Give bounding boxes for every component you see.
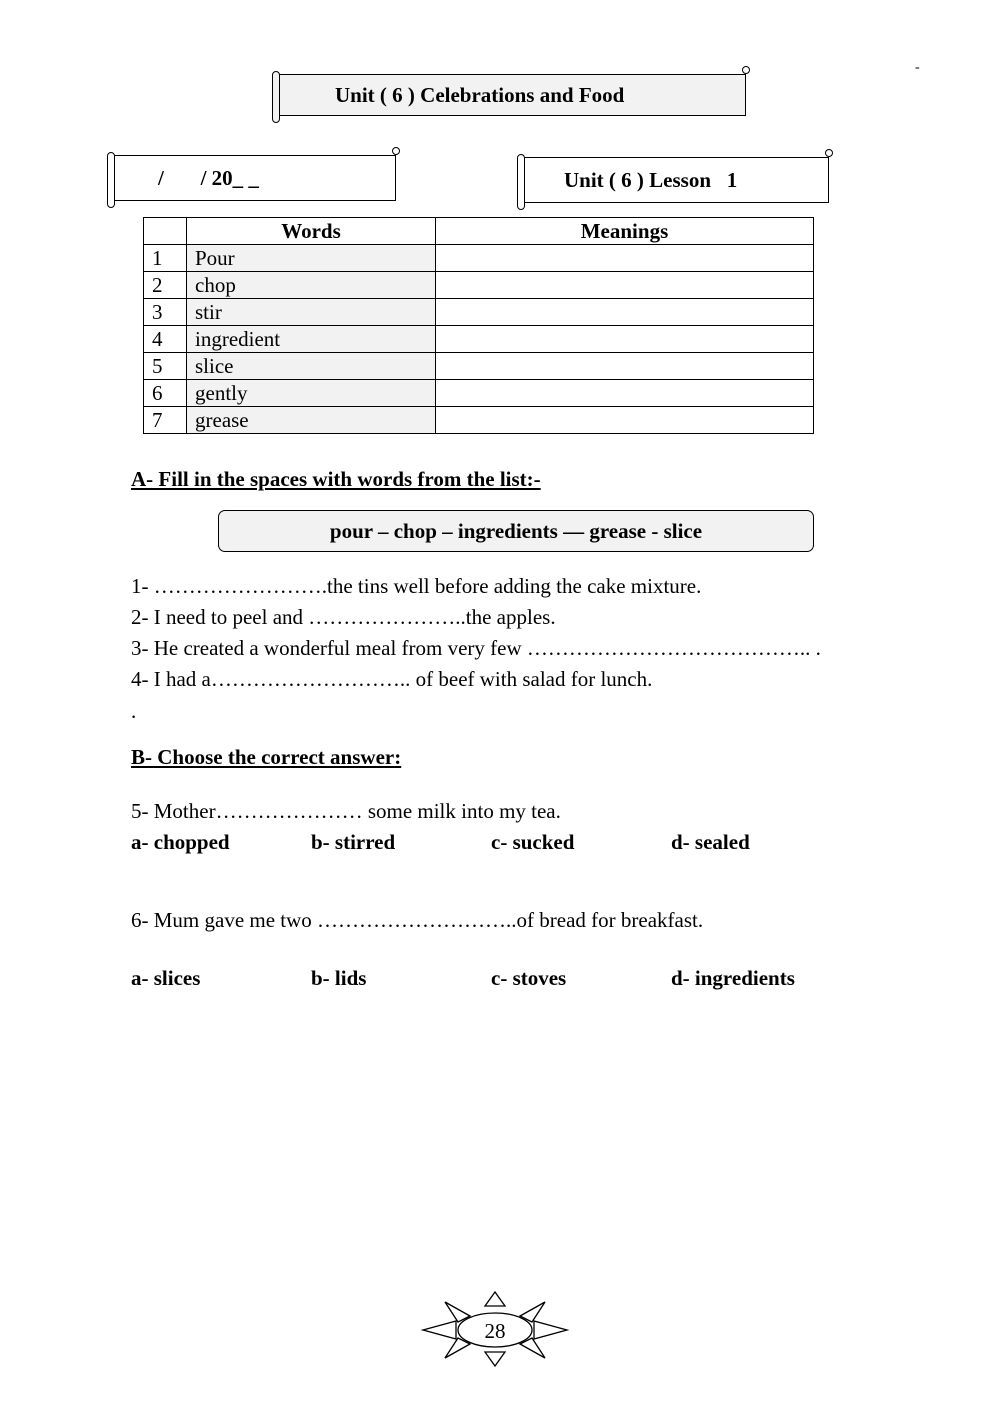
- fill-item-3: 3- He created a wonderful meal from very few ………………………………….. .: [131, 636, 821, 660]
- vocabulary-table: [143, 217, 814, 434]
- row-word: Pour: [187, 245, 436, 272]
- date-banner: [113, 155, 396, 201]
- fill-item-1: 1- …………………….the tins well before adding the cake mixture.: [131, 574, 702, 598]
- q6-option-c: c- stoves: [491, 966, 567, 990]
- table-row: [144, 272, 814, 299]
- section-a-heading: A- Fill in the spaces with words from the list:-: [131, 467, 541, 491]
- row-number: 7: [144, 407, 187, 434]
- section-b-heading: B- Choose the correct answer:: [131, 745, 402, 769]
- row-word: stir: [187, 299, 436, 326]
- row-meaning[interactable]: [436, 407, 814, 434]
- q5-option-a: a- chopped: [131, 830, 230, 854]
- table-row: [144, 353, 814, 380]
- row-number: 2: [144, 272, 187, 299]
- row-meaning[interactable]: [436, 272, 814, 299]
- table-header-row: [144, 218, 814, 245]
- row-word: chop: [187, 272, 436, 299]
- unit-title: Unit ( 6 ) Celebrations and Food: [335, 82, 625, 107]
- row-meaning[interactable]: [436, 245, 814, 272]
- fill-item-2: 2- I need to peel and …………………..the apples.: [131, 605, 556, 629]
- fill-item-4: 4- I had a……………………….. of beef with salad for lunch.: [131, 667, 653, 691]
- row-word: gently: [187, 380, 436, 407]
- page-number-badge: [420, 1288, 570, 1368]
- row-meaning[interactable]: [436, 326, 814, 353]
- q6-option-a: a- slices: [131, 966, 201, 990]
- row-number: 1: [144, 245, 187, 272]
- row-number: 6: [144, 380, 187, 407]
- lesson-title: Unit ( 6 ) Lesson 1: [564, 167, 738, 192]
- row-meaning[interactable]: [436, 380, 814, 407]
- word-list: pour – chop – ingredients — grease - slice: [329, 518, 703, 543]
- row-meaning[interactable]: [436, 353, 814, 380]
- table-row: [144, 326, 814, 353]
- table-row: [144, 245, 814, 272]
- row-word: slice: [187, 353, 436, 380]
- q5-option-d: d- sealed: [671, 830, 750, 854]
- corner-mark: -: [915, 60, 920, 75]
- question-6: 6- Mum gave me two ………………………..of bread for breakfast.: [131, 908, 704, 932]
- row-word: ingredient: [187, 326, 436, 353]
- row-number: 5: [144, 353, 187, 380]
- q6-option-b: b- lids: [311, 966, 367, 990]
- row-meaning[interactable]: [436, 299, 814, 326]
- q5-option-c: c- sucked: [491, 830, 575, 854]
- table-row: [144, 407, 814, 434]
- table-row: [144, 299, 814, 326]
- col-words: Words: [187, 218, 436, 245]
- col-number: [144, 218, 187, 245]
- row-word: grease: [187, 407, 436, 434]
- unit-title-banner: [278, 74, 746, 116]
- table-row: [144, 380, 814, 407]
- col-meanings: Meanings: [436, 218, 814, 245]
- q6-option-d: d- ingredients: [671, 966, 795, 990]
- row-number: 4: [144, 326, 187, 353]
- lesson-banner: [523, 157, 829, 203]
- question-5: 5- Mother………………… some milk into my tea.: [131, 799, 561, 823]
- page-number: 28: [484, 1319, 506, 1343]
- fill-item-dot: .: [131, 699, 137, 723]
- word-list-box: [218, 510, 814, 552]
- q5-option-b: b- stirred: [311, 830, 396, 854]
- date-field: / / 20_ _: [158, 165, 259, 190]
- row-number: 3: [144, 299, 187, 326]
